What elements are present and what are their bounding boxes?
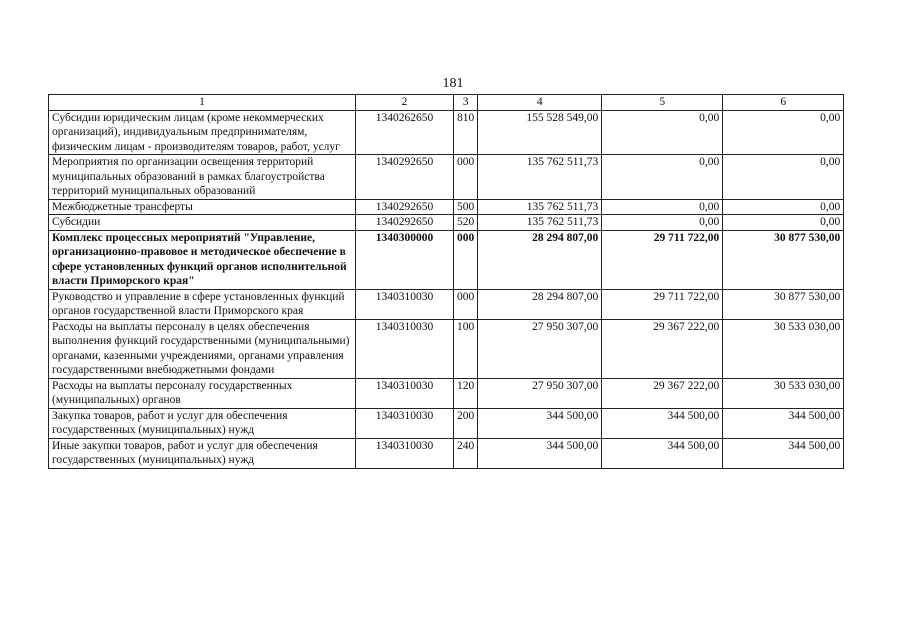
row-value-col5: 0,00 — [602, 155, 723, 200]
row-name-cell: Иные закупки товаров, работ и услуг для обеспечения государственных (муниципальных) нужд — [49, 438, 356, 468]
row-category-cell: 120 — [454, 378, 478, 408]
row-value-col6: 0,00 — [723, 110, 844, 155]
column-header: 5 — [602, 95, 723, 111]
row-value-col6: 0,00 — [723, 155, 844, 200]
row-value-col5: 0,00 — [602, 110, 723, 155]
row-value-col5: 0,00 — [602, 215, 723, 231]
row-value-col4: 28 294 807,00 — [478, 289, 602, 319]
row-value-col6: 30 877 530,00 — [723, 230, 844, 289]
row-value-col4: 155 528 549,00 — [478, 110, 602, 155]
table-row — [49, 378, 844, 408]
row-value-col4: 135 762 511,73 — [478, 215, 602, 231]
row-value-col6: 30 533 030,00 — [723, 378, 844, 408]
row-category-cell: 520 — [454, 215, 478, 231]
row-code-cell: 1340310030 — [356, 319, 454, 378]
row-value-col6: 344 500,00 — [723, 438, 844, 468]
row-name-cell: Субсидии — [49, 215, 356, 231]
budget-table — [48, 94, 844, 469]
row-code-cell: 1340292650 — [356, 155, 454, 200]
row-code-cell: 1340310030 — [356, 289, 454, 319]
table-header-row — [49, 95, 844, 111]
row-category-cell: 240 — [454, 438, 478, 468]
row-category-cell: 810 — [454, 110, 478, 155]
column-header: 1 — [49, 95, 356, 111]
table-row — [49, 319, 844, 378]
row-value-col6: 0,00 — [723, 215, 844, 231]
page-number: 181 — [442, 76, 464, 91]
table-row — [49, 289, 844, 319]
row-name-cell: Комплекс процессных мероприятий "Управление, организационно-правовое и методическое обеспечение в сфере установленных функций органов исполнительной власти Приморского края" — [49, 230, 356, 289]
column-header: 6 — [723, 95, 844, 111]
row-value-col5: 29 711 722,00 — [602, 289, 723, 319]
row-value-col6: 344 500,00 — [723, 408, 844, 438]
row-category-cell: 000 — [454, 155, 478, 200]
row-value-col4: 344 500,00 — [478, 408, 602, 438]
row-name-cell: Межбюджетные трансферты — [49, 199, 356, 215]
row-name-cell: Руководство и управление в сфере установленных функций органов государственной власти Приморского края — [49, 289, 356, 319]
row-name-cell: Субсидии юридическим лицам (кроме некоммерческих организаций), индивидуальным предпринимателям, физическим лицам - производителям товаров, работ, услуг — [49, 110, 356, 155]
row-code-cell: 1340292650 — [356, 199, 454, 215]
row-value-col5: 344 500,00 — [602, 408, 723, 438]
row-value-col5: 29 367 222,00 — [602, 319, 723, 378]
row-value-col5: 344 500,00 — [602, 438, 723, 468]
table-row — [49, 408, 844, 438]
row-value-col6: 30 533 030,00 — [723, 319, 844, 378]
table-row — [49, 215, 844, 231]
row-value-col6: 0,00 — [723, 199, 844, 215]
row-code-cell: 1340310030 — [356, 378, 454, 408]
row-category-cell: 100 — [454, 319, 478, 378]
row-code-cell: 1340292650 — [356, 215, 454, 231]
row-value-col4: 27 950 307,00 — [478, 378, 602, 408]
row-value-col5: 0,00 — [602, 199, 723, 215]
row-name-cell: Закупка товаров, работ и услуг для обеспечения государственных (муниципальных) нужд — [49, 408, 356, 438]
row-value-col4: 344 500,00 — [478, 438, 602, 468]
row-code-cell: 1340310030 — [356, 438, 454, 468]
row-value-col5: 29 367 222,00 — [602, 378, 723, 408]
row-name-cell: Расходы на выплаты персоналу государственных (муниципальных) органов — [49, 378, 356, 408]
row-name-cell: Мероприятия по организации освещения территорий муниципальных образований в рамках благоустройства территорий муниципальных образований — [49, 155, 356, 200]
column-header: 2 — [356, 95, 454, 111]
table-row — [49, 110, 844, 155]
row-category-cell: 500 — [454, 199, 478, 215]
table-row — [49, 155, 844, 200]
row-value-col4: 28 294 807,00 — [478, 230, 602, 289]
row-code-cell: 1340300000 — [356, 230, 454, 289]
table-row — [49, 230, 844, 289]
row-value-col4: 135 762 511,73 — [478, 199, 602, 215]
column-header: 4 — [478, 95, 602, 111]
row-value-col5: 29 711 722,00 — [602, 230, 723, 289]
table-row — [49, 199, 844, 215]
row-value-col6: 30 877 530,00 — [723, 289, 844, 319]
row-value-col4: 27 950 307,00 — [478, 319, 602, 378]
row-value-col4: 135 762 511,73 — [478, 155, 602, 200]
column-header: 3 — [454, 95, 478, 111]
row-code-cell: 1340262650 — [356, 110, 454, 155]
table-row — [49, 438, 844, 468]
row-code-cell: 1340310030 — [356, 408, 454, 438]
row-category-cell: 000 — [454, 230, 478, 289]
row-name-cell: Расходы на выплаты персоналу в целях обеспечения выполнения функций государственными (муниципальными) органами, казенными учреждениями, органами управления государственными внебюджетными фондами — [49, 319, 356, 378]
row-category-cell: 000 — [454, 289, 478, 319]
row-category-cell: 200 — [454, 408, 478, 438]
